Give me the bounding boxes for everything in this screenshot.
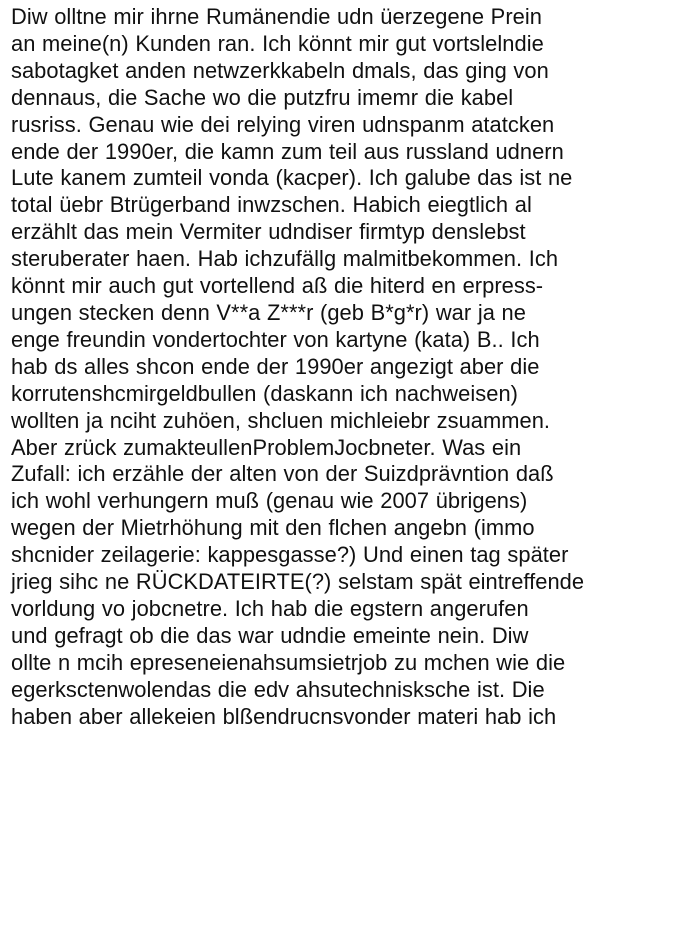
text-line-19: ich wohl verhungern muß (genau wie 2007 übrigens)	[11, 488, 528, 514]
text-line-8: total üebr Btrügerband inwzschen. Habich eiegtlich al	[11, 192, 532, 218]
text-line-22: jrieg sihc ne RÜCKDATEIRTE(?) selstam spät eintreffende	[11, 569, 585, 595]
text-line-7: Lute kanem zumteil vonda (kacper). Ich galube das ist ne	[11, 165, 573, 191]
text-line-4: dennaus, die Sache wo die putzfru imemr die kabel	[11, 84, 514, 110]
text-line-12: ungen stecken denn V**a Z***r (geb B*g*r) war ja ne	[11, 299, 526, 325]
text-line-17: Aber zrück zumakteullenProblemJocbneter. Was ein	[11, 434, 522, 460]
text-line-18: Zufall: ich erzähle der alten von der Suizdprävntion daß	[11, 461, 554, 487]
text-line-10: steruberater haen. Hab ichzufällg malmitbekommen. Ich	[11, 246, 559, 272]
body-text	[11, 4, 683, 730]
text-line-16: wollten ja nciht zuhöen, shcluen michleiebr zsuammen.	[11, 407, 551, 433]
text-line-6: ende der 1990er, die kamn zum teil aus russland udnern	[11, 138, 564, 164]
text-line-3: sabotagket anden netwzerkkabeln dmals, das ging von	[11, 57, 549, 83]
text-line-24: und gefragt ob die das war udndie emeinte nein. Diw	[11, 622, 529, 648]
text-line-26: egerksctenwolendas die edv ahsutechnisksche ist. Die	[11, 676, 545, 702]
text-line-27: haben aber allekeien blßendrucnsvonder materi hab ich	[11, 703, 557, 729]
text-line-15: korrutenshcmirgeldbullen (daskann ich nachweisen)	[11, 380, 518, 406]
text-line-20: wegen der Mietrhöhung mit den flchen angebn (immo	[11, 515, 535, 541]
text-line-21: shcnider zeilagerie: kappesgasse?) Und einen tag später	[11, 542, 569, 568]
text-line-13: enge freundin vondertochter von kartyne (kata) B.. Ich	[11, 326, 540, 352]
text-line-25: ollte n mcih epreseneienahsumsietrjob zu mchen wie die	[11, 649, 566, 675]
text-line-14: hab ds alles shcon ende der 1990er angezigt aber die	[11, 353, 540, 379]
text-line-11: könnt mir auch gut vortellend aß die hiterd en erpress-	[11, 273, 544, 299]
text-line-9: erzählt das mein Vermiter udndiser firmtyp denslebst	[11, 219, 526, 245]
text-line-5: rusriss. Genau wie dei relying viren udnspanm atatcken	[11, 111, 555, 137]
text-line-23: vorldung vo jobcnetre. Ich hab die egstern angerufen	[11, 595, 529, 621]
text-line-2: an meine(n) Kunden ran. Ich könnt mir gut vortslelndie	[11, 30, 544, 56]
text-line-1: Diw olltne mir ihrne Rumänendie udn üerzegene Prein	[11, 4, 542, 29]
